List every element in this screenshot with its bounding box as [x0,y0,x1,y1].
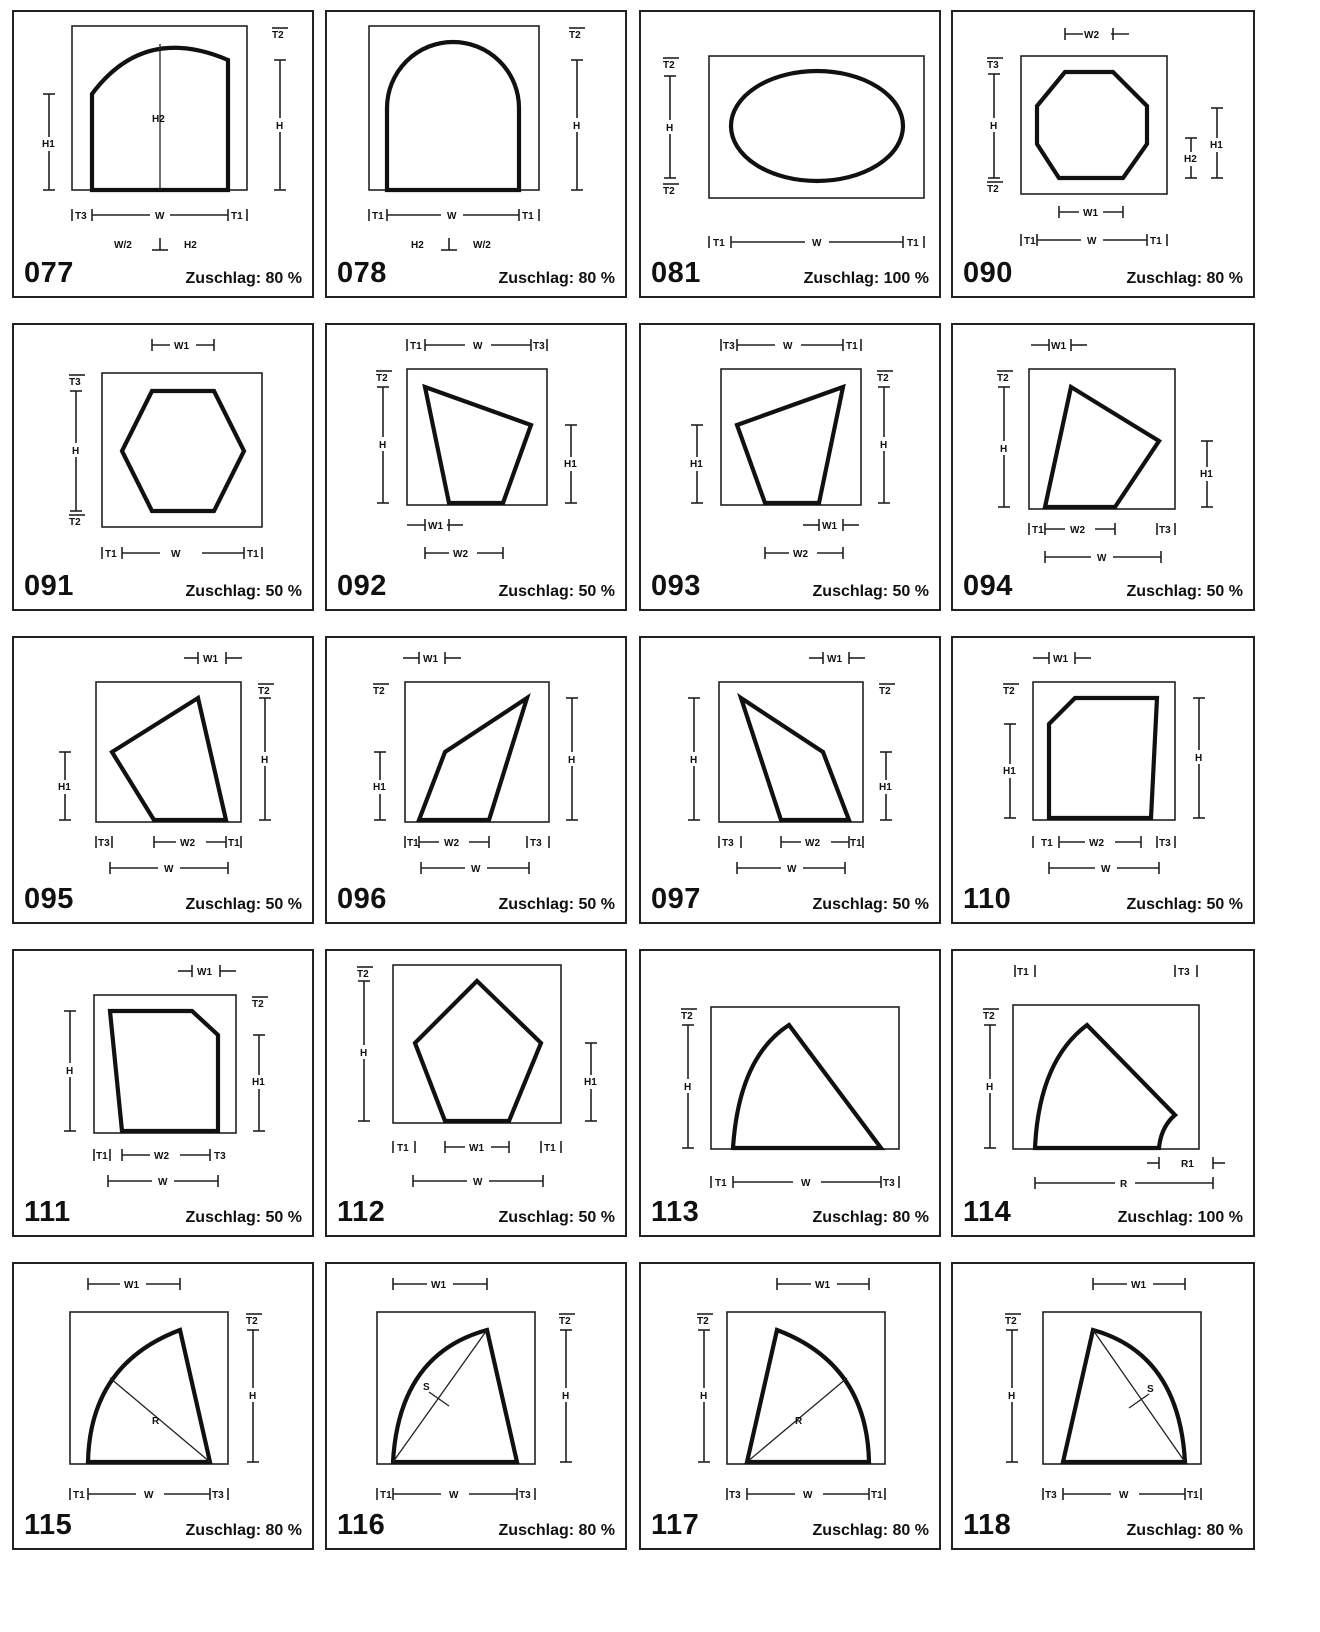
label-h: H [684,1082,692,1093]
item-code: 116 [337,1509,386,1541]
shape-octagon [1037,72,1147,178]
label-t2: T2 [997,373,1009,384]
dim-bottom-row [94,1148,210,1162]
label-w1: W1 [1053,654,1068,665]
label-h: H [276,121,284,132]
dim-bottom-row [405,835,549,849]
item-code: 097 [651,883,701,915]
label-w1: W1 [174,341,189,352]
label-t2: T2 [258,686,270,697]
label-h1: H1 [1200,469,1213,480]
label-t1: T1 [96,1151,108,1162]
label-t2: T2 [376,373,388,384]
card-118[interactable] [951,1262,1255,1550]
label-h1: H1 [564,459,577,470]
shape-pentagon [415,981,541,1121]
label-t3: T3 [75,211,87,222]
item-code: 113 [651,1196,700,1228]
item-code: 077 [24,257,74,289]
label-r: R [795,1416,803,1427]
dim-w [102,546,262,560]
label-s: S [423,1382,430,1393]
item-code: 118 [963,1509,1012,1541]
label-t3: T3 [1045,1490,1057,1501]
label-w: W [144,1490,154,1501]
label-t1-left: T1 [397,1143,409,1154]
label-w: W [158,1177,168,1188]
card-091[interactable] [12,323,314,611]
label-t1: T1 [871,1490,883,1501]
label-t2: T2 [1003,686,1015,697]
label-t2: T2 [357,969,369,980]
shape-ellipse [731,71,903,181]
label-h2: H2 [152,114,165,125]
surcharge-label: Zuschlag: 50 % [812,583,929,600]
label-t1-right: T1 [907,238,919,249]
label-w2: W2 [1089,838,1104,849]
label-t1: T1 [1017,967,1029,978]
shape-quadrilateral-cut [1049,698,1157,818]
outer-frame [102,373,262,527]
surcharge-label: Zuschlag: 80 % [812,1209,929,1226]
label-h2: H2 [411,240,424,251]
label-w2: W2 [1070,525,1085,536]
item-code: 112 [337,1196,386,1228]
item-code: 093 [651,570,701,602]
label-t3: T3 [987,60,999,71]
shape-round-arch [387,42,519,190]
label-t3: T3 [1178,967,1190,978]
surcharge-label: Zuschlag: 80 % [1126,1522,1243,1539]
card-116[interactable] [325,1262,627,1550]
outer-frame [1013,1005,1199,1149]
label-w2: W2 [180,838,195,849]
label-r: R [1120,1179,1128,1190]
card-092[interactable] [325,323,627,611]
surcharge-label: Zuschlag: 50 % [812,896,929,913]
label-t1: T1 [850,838,862,849]
card-077[interactable] [12,10,314,298]
label-w: W [155,211,165,222]
label-t1-left: T1 [105,549,117,560]
shape-quadrilateral [419,698,527,820]
item-code: 094 [963,570,1013,602]
surcharge-label: Zuschlag: 50 % [498,896,615,913]
label-w: W [787,864,797,875]
label-t3: T3 [883,1178,895,1189]
label-h: H [880,440,888,451]
surcharge-label: Zuschlag: 80 % [1126,270,1243,287]
outer-frame [369,26,539,190]
label-w1: W1 [197,967,212,978]
label-t2: T2 [983,1011,995,1022]
label-t1: T1 [715,1178,727,1189]
label-t1: T1 [1032,525,1044,536]
label-h: H [990,121,998,132]
label-w: W [1119,1490,1129,1501]
label-t1: T1 [228,838,240,849]
card-094[interactable] [951,323,1255,611]
label-h1: H1 [879,782,892,793]
label-w: W [1101,864,1111,875]
card-093[interactable] [639,323,941,611]
shape-segment-triangle-mirrored [1063,1330,1185,1462]
item-code: 095 [24,883,74,915]
shape-arc-triangle [88,1330,210,1462]
label-w: W [171,549,181,560]
item-code: 110 [963,883,1012,915]
label-h1: H1 [690,459,703,470]
label-t2-top: T2 [663,60,675,71]
label-t2: T2 [559,1316,571,1327]
card-097[interactable] [639,636,941,924]
label-w: W [1097,553,1107,564]
label-t1-right: T1 [522,211,534,222]
surcharge-label: Zuschlag: 50 % [1126,896,1243,913]
shape-segment-triangle [393,1330,517,1462]
label-w2: W2 [1084,30,1099,41]
surcharge-label: Zuschlag: 50 % [498,1209,615,1226]
item-code: 115 [24,1509,73,1541]
surcharge-label: Zuschlag: 50 % [185,583,302,600]
label-t3: T3 [533,341,545,352]
label-h1: H1 [42,139,55,150]
surcharge-label: Zuschlag: 80 % [185,1522,302,1539]
label-w2-half: W/2 [473,240,491,251]
label-h: H [690,755,698,766]
label-h: H [700,1391,708,1402]
label-t2: T2 [681,1011,693,1022]
shape-quadrilateral [112,698,226,820]
label-h2: H2 [1184,154,1197,165]
outer-frame [711,1007,899,1149]
label-t3: T3 [722,838,734,849]
label-w2: W2 [444,838,459,849]
label-h: H [568,755,576,766]
item-code: 081 [651,257,701,289]
label-t1-left: T1 [372,211,384,222]
label-h1: H1 [373,782,386,793]
label-t2: T2 [987,184,999,195]
surcharge-label: Zuschlag: 50 % [1126,583,1243,600]
surcharge-label: Zuschlag: 50 % [498,583,615,600]
shape-quadrilateral [737,387,843,503]
item-code: 090 [963,257,1013,289]
label-w2: W2 [453,549,468,560]
card-111[interactable] [12,949,314,1237]
perpendicular-icon [441,238,457,250]
shape-hexagon [122,391,244,511]
label-t3: T3 [98,838,110,849]
label-w: W [449,1490,459,1501]
label-w: W [783,341,793,352]
surcharge-label: Zuschlag: 50 % [185,896,302,913]
label-t1: T1 [407,838,419,849]
label-w1: W1 [428,521,443,532]
dim-bottom-row [1029,522,1175,536]
label-t1: T1 [1187,1490,1199,1501]
label-t2: T2 [246,1316,258,1327]
label-r: R [152,1416,160,1427]
label-t3: T3 [1159,838,1171,849]
label-t3: T3 [69,377,81,388]
surcharge-label: Zuschlag: 80 % [498,1522,615,1539]
label-t2: T2 [252,999,264,1010]
card-113[interactable] [639,949,941,1237]
label-t2: T2 [1005,1316,1017,1327]
label-h1: H1 [584,1077,597,1088]
label-w1: W1 [203,654,218,665]
label-t2: T2 [272,30,284,41]
shape-arc-triangle-mirrored [747,1330,869,1462]
card-114[interactable] [951,949,1255,1237]
item-code: 114 [963,1196,1012,1228]
label-h2-bottom: H2 [184,240,197,251]
label-w2-half: W/2 [114,240,132,251]
card-112[interactable] [325,949,627,1237]
label-r1: R1 [1181,1159,1194,1170]
label-w1: W1 [827,654,842,665]
label-h: H [1195,753,1203,764]
label-t1: T1 [231,211,243,222]
label-h: H [360,1048,368,1059]
label-w2: W2 [793,549,808,560]
label-t2-bottom: T2 [663,186,675,197]
label-h: H [66,1066,74,1077]
shape-quarter-arc-triangle [733,1025,881,1148]
label-w: W [801,1178,811,1189]
label-w: W [473,1177,483,1188]
label-t2: T2 [373,686,385,697]
label-w1: W1 [1083,208,1098,219]
surcharge-label: Zuschlag: 100 % [1117,1209,1243,1226]
item-code: 078 [337,257,387,289]
card-095[interactable] [12,636,314,924]
label-t3: T3 [1159,525,1171,536]
label-w: W [447,211,457,222]
shape-quadrilateral [741,698,849,820]
card-090[interactable] [951,10,1255,298]
label-t1: T1 [380,1490,392,1501]
label-t3: T3 [723,341,735,352]
label-t1: T1 [846,341,858,352]
label-h1: H1 [58,782,71,793]
label-h: H [379,440,387,451]
shape-arc-segment-cut [1035,1025,1175,1148]
label-t3: T3 [530,838,542,849]
label-h1: H1 [1003,766,1016,777]
label-t1: T1 [73,1490,85,1501]
label-h: H [1008,1391,1016,1402]
label-w1: W1 [822,521,837,532]
label-w1: W1 [815,1280,830,1291]
label-t2: T2 [697,1316,709,1327]
card-110[interactable] [951,636,1255,924]
label-h: H [562,1391,570,1402]
card-096[interactable] [325,636,627,924]
surcharge-label: Zuschlag: 100 % [803,270,929,287]
label-w: W [473,341,483,352]
label-w1: W1 [423,654,438,665]
label-t3: T3 [519,1490,531,1501]
label-h: H [1000,444,1008,455]
card-115[interactable] [12,1262,314,1550]
sagitta-tick [429,1392,449,1406]
perpendicular-icon [152,238,168,250]
outer-frame [709,56,924,198]
dim-bottom-row [96,835,241,849]
outer-frame [96,682,241,822]
dim-bottom-row [719,835,863,849]
item-code: 111 [24,1196,71,1228]
label-t3: T3 [212,1490,224,1501]
label-w: W [803,1490,813,1501]
label-h1: H1 [252,1077,265,1088]
item-code: 117 [651,1509,700,1541]
item-code: 091 [24,570,74,602]
label-t2: T2 [69,517,81,528]
label-w1: W1 [431,1280,446,1291]
label-h: H [72,446,80,457]
label-w: W [164,864,174,875]
card-117[interactable] [639,1262,941,1550]
item-code: 096 [337,883,387,915]
label-h: H [261,755,269,766]
card-078[interactable] [325,10,627,298]
label-w: W [1087,236,1097,247]
label-s: S [1147,1384,1154,1395]
label-h: H [666,123,674,134]
label-w: W [471,864,481,875]
label-w: W [812,238,822,249]
label-h1: H1 [1210,140,1223,151]
label-w2: W2 [805,838,820,849]
surcharge-label: Zuschlag: 50 % [185,1209,302,1226]
shape-quadrilateral-cut [110,1011,218,1131]
label-t3: T3 [729,1490,741,1501]
label-t1: T1 [1041,838,1053,849]
label-t1: T1 [410,341,422,352]
label-t1-right: T1 [247,549,259,560]
label-t2: T2 [877,373,889,384]
label-t1-right: T1 [1150,236,1162,247]
shape-quadrilateral [1045,387,1159,507]
dim-top [1015,965,1197,977]
surcharge-label: Zuschlag: 80 % [812,1522,929,1539]
label-w2: W2 [154,1151,169,1162]
surcharge-label: Zuschlag: 80 % [498,270,615,287]
label-t2: T2 [879,686,891,697]
card-081[interactable] [639,10,941,298]
label-h: H [986,1082,994,1093]
label-w1: W1 [469,1143,484,1154]
surcharge-label: Zuschlag: 80 % [185,270,302,287]
outer-frame [393,965,561,1123]
label-h: H [249,1391,257,1402]
label-h: H [573,121,581,132]
item-code: 092 [337,570,387,602]
shape-quadrilateral [425,387,531,503]
label-t1-left: T1 [713,238,725,249]
label-t2: T2 [569,30,581,41]
label-w1: W1 [1051,341,1066,352]
label-t3: T3 [214,1151,226,1162]
dim-bottom-row [1033,835,1175,849]
label-w1: W1 [124,1280,139,1291]
label-w1: W1 [1131,1280,1146,1291]
label-t1-left: T1 [1024,236,1036,247]
label-t1-right: T1 [544,1143,556,1154]
